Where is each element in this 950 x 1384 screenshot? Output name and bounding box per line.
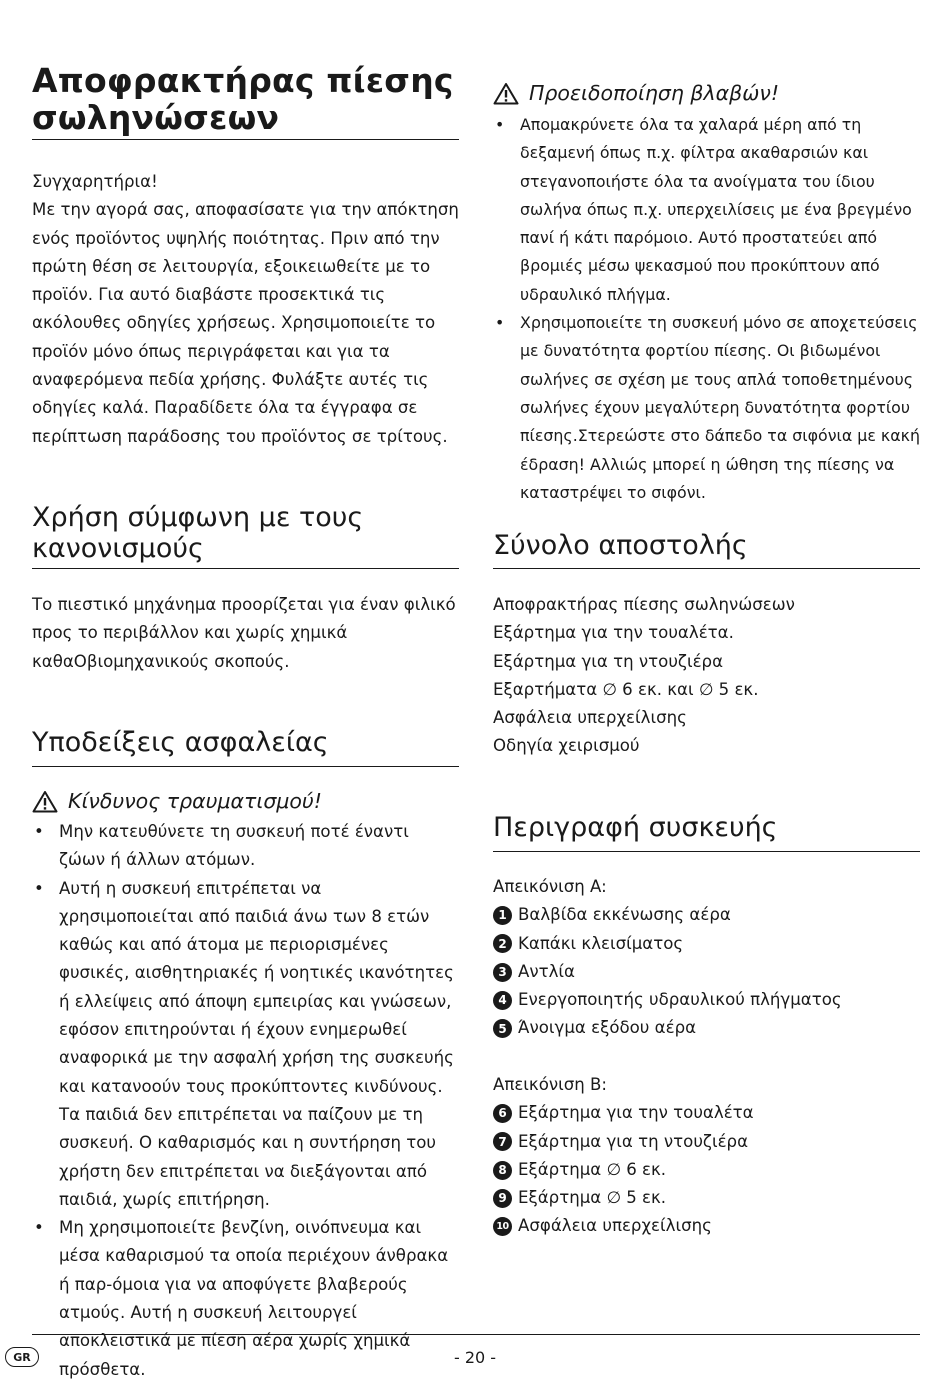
number-badge: 10	[493, 1217, 512, 1236]
number-badge: 5	[493, 1019, 512, 1038]
number-badge: 3	[493, 963, 512, 982]
warning-triangle-icon	[32, 790, 58, 813]
list-item: • Αυτή η συσκευή επιτρέπεται να χρησιμοποιείται από παιδιά άνω των 8 ετών καθώς και από άτομα με περιορισμένες φυσικές, αισθητηριακές ή νοητικές ικανότητες ή ελλείψεις από άποψη εμπειρίας και γνώσεων, εφόσον επιτηρούνται ή έχουν ενημερωθεί αναφορικά με την ασφαλή χρήση της συσκευής και κατανοούν τους προκύπτοντες κινδύνους. Τα παιδιά δεν επιτρέπεται να παίζουν με τη συσκευή. Ο καθαρισμός και η συντήρηση του χρήστη δεν επιτρέπεται να διεξάγονται από παιδιά, χωρίς επιτήρηση.	[32, 875, 459, 1215]
description-heading: Περιγραφή συσκευής	[493, 812, 778, 843]
list-item: 9 Εξάρτημα ∅ 5 εκ.	[493, 1184, 920, 1212]
damage-warning-title: Προειδοποίηση βλαβών!	[529, 81, 780, 105]
list-item: 7 Εξάρτημα για τη ντουζιέρα	[493, 1128, 920, 1156]
figure-b-label: Απεικόνιση B:	[493, 1075, 608, 1094]
list-item: Εξάρτημα για τη ντουζιέρα	[493, 651, 724, 671]
list-item: Οδηγία χειρισμού	[493, 736, 640, 756]
list-item: 10 Ασφάλεια υπερχείλισης	[493, 1212, 920, 1240]
list-item: 2 Καπάκι κλεισίματος	[493, 930, 920, 958]
figure-b-list	[493, 1099, 920, 1240]
intended-use-heading: Χρήση σύμφωνη με τους κανονισμούς	[32, 502, 364, 564]
title-rule	[32, 139, 459, 140]
intro-greeting: Συγχαρητήρια!	[32, 172, 158, 191]
number-badge: 2	[493, 934, 512, 953]
figure-a-label: Απεικόνιση A:	[493, 877, 607, 896]
figure-a-list	[493, 901, 920, 1042]
damage-list	[493, 111, 920, 507]
list-item: Εξάρτημα για την τουαλέτα.	[493, 623, 734, 643]
number-badge: 8	[493, 1161, 512, 1180]
safety-list	[32, 818, 459, 1384]
intro-paragraph: Με την αγορά σας, αποφασίσατε για την απόκτηση ενός προϊόντος υψηλής ποιότητας. Πριν από την πρώτη θέση σε λειτουργία, εξοικειωθείτε με το προϊόν. Για αυτό διαβάστε προσεκτικά τις ακόλουθες οδηγίες χρήσεως. Χρησιμοποιείτε το προϊόν μόνο όπως περιγράφεται και για τα αναφερόμενα πεδία χρήσης. Φυλάξτε αυτές τις οδηγίες καλά. Παραδίδετε όλα τα έγγραφα σε περίπτωση παράδοσης του προϊόντος σε τρίτους.	[32, 200, 459, 446]
safety-rule	[32, 766, 459, 767]
list-item: Ασφάλεια υπερχείλισης	[493, 708, 687, 728]
language-badge: GR	[5, 1347, 39, 1367]
description-rule	[493, 851, 920, 852]
safety-heading: Υποδείξεις ασφαλείας	[32, 727, 329, 758]
list-item: 6 Εξάρτημα για την τουαλέτα	[493, 1099, 920, 1127]
list-item: Εξαρτήματα ∅ 6 εκ. και ∅ 5 εκ.	[493, 679, 759, 699]
intended-use-rule	[32, 568, 459, 569]
number-badge: 7	[493, 1132, 512, 1151]
list-item: • Μην κατευθύνετε τη συσκευή ποτέ έναντι ζώων ή άλλων ατόμων.	[32, 818, 459, 875]
number-badge: 4	[493, 991, 512, 1010]
delivery-list	[493, 591, 920, 761]
damage-warning	[493, 79, 920, 107]
figure-a-block	[493, 873, 920, 1043]
warning-triangle-icon	[493, 82, 519, 105]
delivery-heading: Σύνολο αποστολής	[493, 530, 748, 561]
list-item: • Χρησιμοποιείτε τη συσκευή μόνο σε αποχετεύσεις με δυνατότητα φορτίου πίεσης. Οι βιδωμένοι σωλήνες σε σχέση με τους απλά τοποθετημένους σωλήνες έχουν μεγαλύτερη δυνατότητα φορτίου πίεσης.Στερεώστε στο δάπεδο τα σιφόνια με κακή έδραση! Αλλιώς μπορεί η ώθηση της πίεσης να καταστρέψει το σιφόνι.	[493, 309, 920, 507]
list-item: 5 Άνοιγμα εξόδου αέρα	[493, 1014, 920, 1042]
list-item: 4 Ενεργοποιητής υδραυλικού πλήγματος	[493, 986, 920, 1014]
list-item: 3 Αντλία	[493, 958, 920, 986]
footer-rule	[32, 1334, 920, 1335]
number-badge: 9	[493, 1189, 512, 1208]
injury-warning-title: Κίνδυνος τραυματισμού!	[68, 789, 322, 813]
figure-b-block	[493, 1071, 920, 1241]
number-badge: 6	[493, 1104, 512, 1123]
list-item: 1 Βαλβίδα εκκένωσης αέρα	[493, 901, 920, 929]
number-badge: 1	[493, 906, 512, 925]
injury-warning	[32, 787, 459, 815]
delivery-rule	[493, 568, 920, 569]
page-title: Αποφρακτήρας πίεσης σωληνώσεων	[32, 61, 454, 137]
intended-use-text: Το πιεστικό μηχάνημα προορίζεται για έναν φιλικό προς το περιβάλλον και χωρίς χημικά καθαΟβιομηχανικούς σκοπούς.	[32, 595, 456, 671]
list-item: 8 Εξάρτημα ∅ 6 εκ.	[493, 1156, 920, 1184]
list-item: Αποφρακτήρας πίεσης σωληνώσεων	[493, 595, 795, 614]
page-number: - 20 -	[453, 1348, 497, 1367]
intro-text	[32, 168, 459, 451]
list-item: • Απομακρύνετε όλα τα χαλαρά μέρη από τη δεξαμενή όπως π.χ. φίλτρα ακαθαρσιών και στεγανοποιήστε όλα τα ανοίγματα του ίδιου σωλήνα όπως π.χ. υπερχειλίσεις με ένα βρεγμένο πανί ή κάτι παρόμοιο. Αυτό προστατεύει από βρομιές μέσω ψεκασμού που προκύπτουν από υδραυλικό πλήγμα.	[493, 111, 920, 309]
list-item: • Μη χρησιμοποιείτε βενζίνη, οινόπνευμα και μέσα καθαρισμού τα οποία περιέχουν άνθρακα ή παρ-όμοια για να αποφύγετε βλαβερούς ατμούς. Αυτή η συσκευή λειτουργεί αποκλειστικά με πίεση αέρα χωρίς χημικά πρόσθετα.	[32, 1214, 459, 1384]
